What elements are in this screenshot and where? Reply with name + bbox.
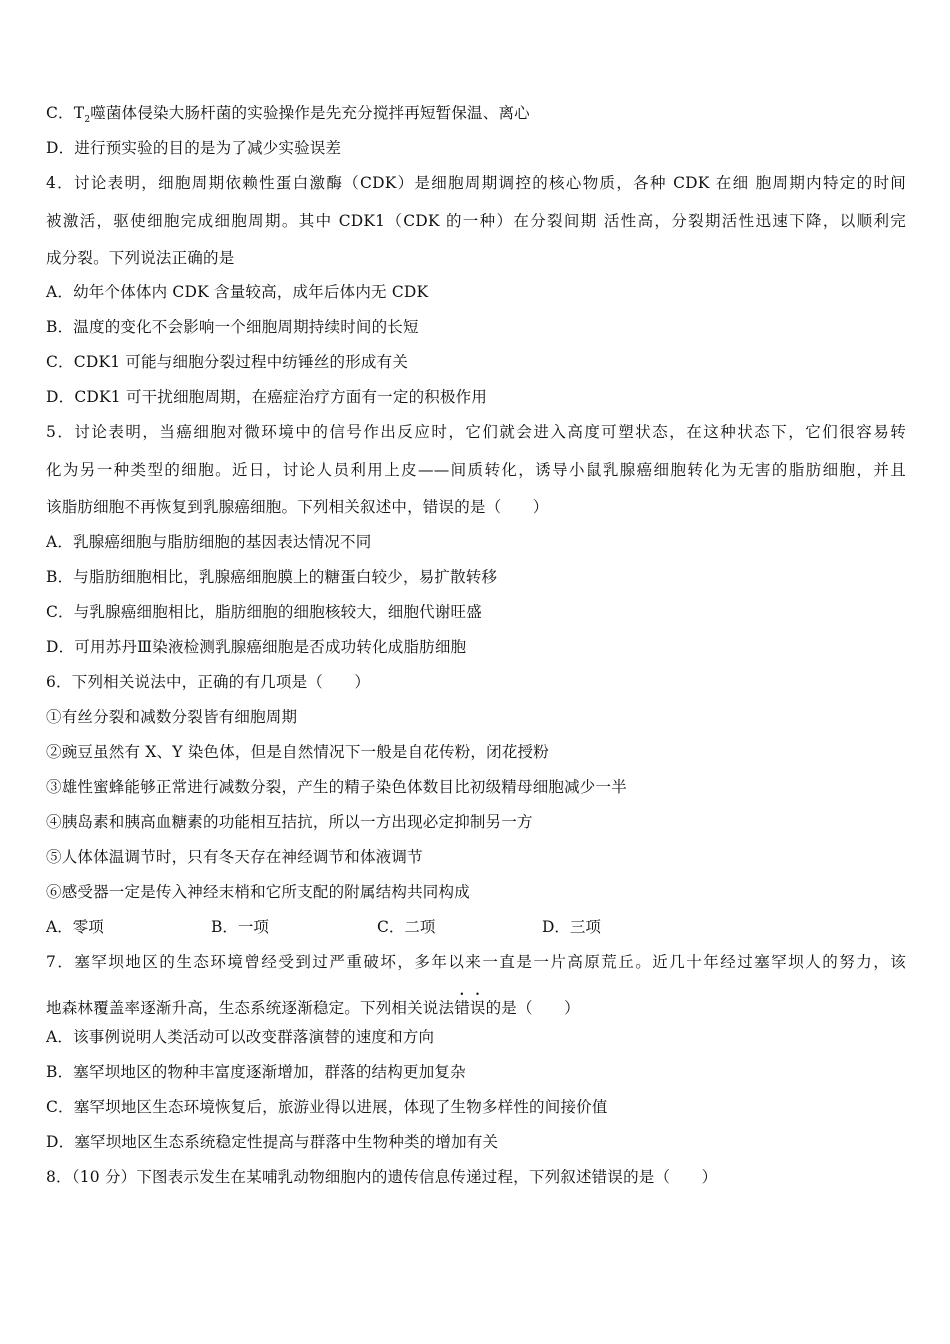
q7-option-d: D．塞罕坝地区生态系统稳定性提高与群落中生物种类的增加有关	[46, 1133, 499, 1151]
q6-option-d: D．三项	[542, 918, 601, 936]
q6-statement-6: ⑥感受器一定是传入神经末梢和它所支配的附属结构共同构成	[46, 883, 470, 901]
q5-stem-line-3: 该脂肪细胞不再恢复到乳腺癌细胞。下列相关叙述中，错误的是（ ）	[46, 498, 549, 516]
q6-statement-1: ①有丝分裂和减数分裂皆有细胞周期	[46, 708, 298, 726]
q6-statement-5: ⑤人体体温调节时，只有冬天存在神经调节和体液调节	[46, 848, 423, 866]
q3-option-c-prefix: C．T	[46, 104, 85, 122]
q6-option-c: C．二项	[377, 918, 436, 936]
q3-option-c-subscript: 2	[84, 115, 91, 126]
q6-statement-4: ④胰岛素和胰高血糖素的功能相互拮抗，所以一方出现必定抑制另一方	[46, 813, 533, 831]
q5-stem-line-1: 5．讨论表明，当癌细胞对微环境中的信号作出反应时，它们就会进入高度可塑状态，在这种状态下，它们很容易转	[46, 423, 906, 441]
q7-option-b: B．塞罕坝地区的物种丰富度逐渐增加，群落的结构更加复杂	[46, 1063, 466, 1081]
q4-stem-line-3: 成分裂。下列说法正确的是	[46, 249, 235, 267]
q5-option-a: A．乳腺癌细胞与脂肪细胞的基因表达情况不同	[46, 533, 372, 551]
q7-stem-line-1: 7．塞罕坝地区的生态环境曾经受到过严重破坏，多年以来一直是一片高原荒丘。近几十年经过塞罕坝人的努力，该	[46, 953, 906, 971]
q5-option-c: C．与乳腺癌细胞相比，脂肪细胞的细胞核较大，细胞代谢旺盛	[46, 603, 482, 621]
q6-statement-3: ③雄性蜜蜂能够正常进行减数分裂，产生的精子染色体数目比初级精母细胞减少一半	[46, 778, 627, 796]
q6-stem: 6．下列相关说法中，正确的有几项是（ ）	[46, 673, 371, 691]
q3-option-c	[46, 103, 906, 130]
q5-stem-line-2: 化为另一种类型的细胞。近日，讨论人员利用上皮——间质转化，诱导小鼠乳腺癌细胞转化为无害的脂肪细胞，并且	[46, 461, 906, 479]
q3-option-d: D．进行预实验的目的是为了减少实验误差	[46, 139, 342, 157]
q7-stem-line-2	[46, 990, 906, 1018]
q4-option-b: B．温度的变化不会影响一个细胞周期持续时间的长短	[46, 318, 419, 336]
q6-options-row	[46, 917, 906, 937]
q4-option-c: C．CDK1 可能与细胞分裂过程中纺锤丝的形成有关	[46, 353, 409, 371]
q4-option-a: A．幼年个体体内 CDK 含量较高，成年后体内无 CDK	[46, 283, 429, 301]
q4-stem-line-2: 被激活，驱使细胞完成细胞周期。其中 CDK1（CDK 的一种）在分裂间期 活性高，分裂期活性迅速下降，以顺利完	[46, 212, 906, 230]
q3-option-c-text: 噬菌体侵染大肠杆菌的实验操作是先充分搅拌再短暂保温、离心	[90, 104, 530, 122]
q7-stem-line-2-end: 的是（ ）	[485, 999, 580, 1017]
q7-option-a: A．该事例说明人类活动可以改变群落演替的速度和方向	[46, 1028, 435, 1046]
q5-option-d: D．可用苏丹Ⅲ染液检测乳腺癌细胞是否成功转化成脂肪细胞	[46, 638, 467, 656]
q6-statement-2: ②豌豆虽然有 X、Y 染色体，但是自然情况下一般是自花传粉，闭花授粉	[46, 743, 549, 761]
q5-option-b: B．与脂肪细胞相比，乳腺癌细胞膜上的糖蛋白较少，易扩散转移	[46, 568, 498, 586]
q6-option-b: B．一项	[211, 918, 269, 936]
q7-stem-line-2-text: 地森林覆盖率逐渐升高，生态系统逐渐稳定。下列相关说法	[46, 999, 455, 1017]
q7-option-c: C．塞罕坝地区生态环境恢复后，旅游业得以进展，体现了生物多样性的间接价值	[46, 1098, 608, 1116]
q6-option-a: A．零项	[46, 918, 104, 936]
q4-option-d: D．CDK1 可干扰细胞周期，在癌症治疗方面有一定的积极作用	[46, 388, 488, 406]
q8-stem: 8．（10 分）下图表示发生在某哺乳动物细胞内的遗传信息传递过程，下列叙述错误的是（ ）	[46, 1168, 718, 1186]
q4-stem-line-1: 4．讨论表明，细胞周期依赖性蛋白激酶（CDK）是细胞周期调控的核心物质，各种 CDK 在细 胞周期内特定的时间	[46, 174, 906, 192]
q7-emphasized-word: 错误	[454, 999, 486, 1017]
